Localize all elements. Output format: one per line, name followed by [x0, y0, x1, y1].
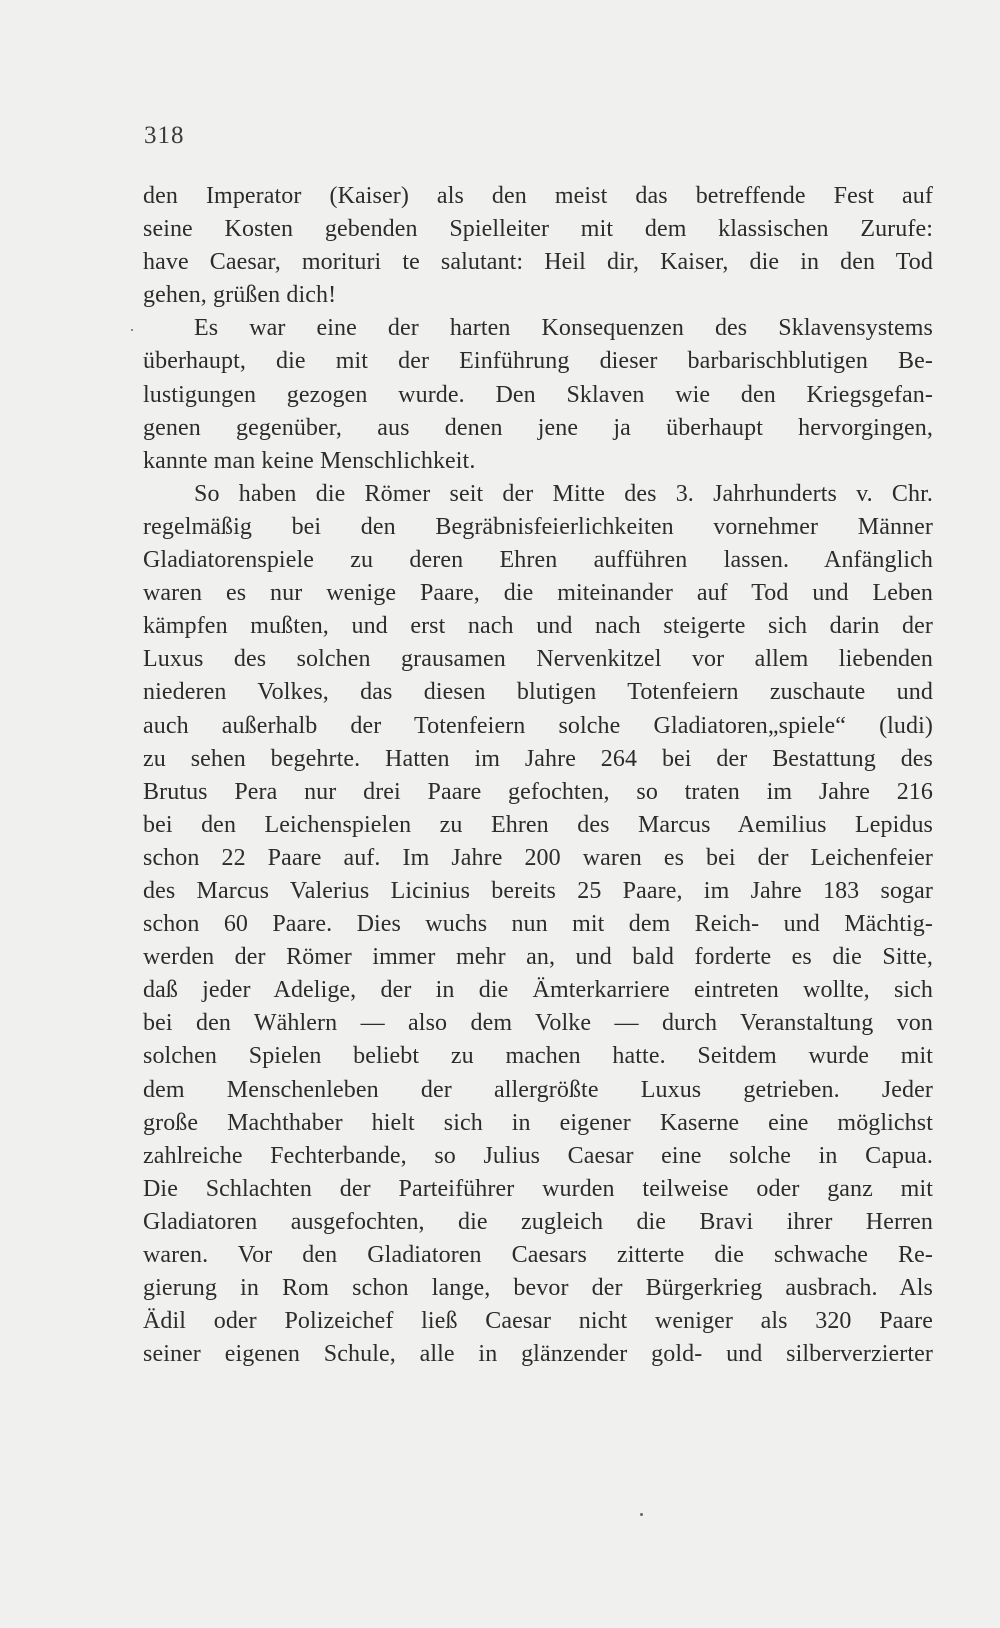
text-line: Ädil oder Polizeichef ließ Caesar nicht weniger als 320 Paare — [143, 1308, 933, 1335]
body-text — [143, 180, 933, 1371]
text-line: genen gegenüber, aus denen jene ja überhaupt hervorgingen, — [143, 414, 933, 441]
text-line: Luxus des solchen grausamen Nervenkitzel vor allem liebenden — [143, 646, 933, 673]
page-number: 318 — [144, 122, 185, 149]
text-line: auch außerhalb der Totenfeiern solche Gladiatoren„spiele“ (ludi) — [143, 712, 933, 739]
text-line: große Machthaber hielt sich in eigener Kaserne eine möglichst — [143, 1109, 933, 1136]
text-line: Gladiatoren ausgefochten, die zugleich die Bravi ihrer Herren — [143, 1208, 933, 1235]
text-line: werden der Römer immer mehr an, und bald forderte es die Sitte, — [143, 944, 933, 971]
text-line: kannte man keine Menschlichkeit. — [143, 447, 476, 474]
print-speck — [131, 329, 133, 331]
text-line: seine Kosten gebenden Spielleiter mit dem klassischen Zurufe: — [143, 216, 933, 243]
text-line: gierung in Rom schon lange, bevor der Bürgerkrieg ausbrach. Als — [143, 1275, 933, 1302]
text-line: bei den Wählern — also dem Volke — durch Veranstaltung von — [143, 1010, 933, 1037]
print-speck — [640, 1513, 643, 1516]
text-line: schon 60 Paare. Dies wuchs nun mit dem Reich- und Mächtig- — [143, 911, 933, 938]
text-line: zahlreiche Fechterbande, so Julius Caesar eine solche in Capua. — [143, 1142, 933, 1169]
text-line: seiner eigenen Schule, alle in glänzender gold- und silberverzierter — [143, 1341, 933, 1368]
text-line: niederen Volkes, das diesen blutigen Totenfeiern zuschaute und — [143, 679, 933, 706]
text-line: So haben die Römer seit der Mitte des 3. Jahrhunderts v. Chr. — [194, 480, 933, 507]
text-line: dem Menschenleben der allergrößte Luxus getrieben. Jeder — [143, 1076, 933, 1103]
text-line: regelmäßig bei den Begräbnisfeierlichkeiten vornehmer Männer — [143, 513, 933, 540]
text-line: des Marcus Valerius Licinius bereits 25 Paare, im Jahre 183 sogar — [143, 877, 933, 904]
text-line: kämpfen mußten, und erst nach und nach steigerte sich darin der — [143, 613, 933, 640]
text-line: daß jeder Adelige, der in die Ämterkarriere eintreten wollte, sich — [143, 977, 933, 1004]
text-line: Gladiatorenspiele zu deren Ehren aufführen lassen. Anfänglich — [143, 547, 933, 574]
text-line: den Imperator (Kaiser) als den meist das betreffende Fest auf — [143, 183, 933, 209]
text-line: Brutus Pera nur drei Paare gefochten, so traten im Jahre 216 — [143, 778, 933, 805]
text-line: lustigungen gezogen wurde. Den Sklaven wie den Kriegsgefan- — [143, 381, 933, 408]
text-line: have Caesar, morituri te salutant: Heil dir, Kaiser, die in den Tod — [143, 249, 933, 276]
text-line: zu sehen begehrte. Hatten im Jahre 264 bei der Bestattung des — [143, 745, 933, 772]
text-line: gehen, grüßen dich! — [143, 282, 337, 309]
text-line: schon 22 Paare auf. Im Jahre 200 waren es bei der Leichenfeier — [143, 844, 933, 871]
text-line: solchen Spielen beliebt zu machen hatte. Seitdem wurde mit — [143, 1043, 933, 1070]
text-line: waren es nur wenige Paare, die miteinander auf Tod und Leben — [143, 580, 933, 607]
text-line: überhaupt, die mit der Einführung dieser barbarischblutigen Be- — [143, 348, 933, 375]
text-line: bei den Leichenspielen zu Ehren des Marcus Aemilius Lepidus — [143, 811, 933, 838]
text-line: waren. Vor den Gladiatoren Caesars zitterte die schwache Re- — [143, 1242, 933, 1268]
text-line: Die Schlachten der Parteiführer wurden teilweise oder ganz mit — [143, 1175, 933, 1202]
text-line: Es war eine der harten Konsequenzen des Sklavensystems — [194, 315, 933, 342]
